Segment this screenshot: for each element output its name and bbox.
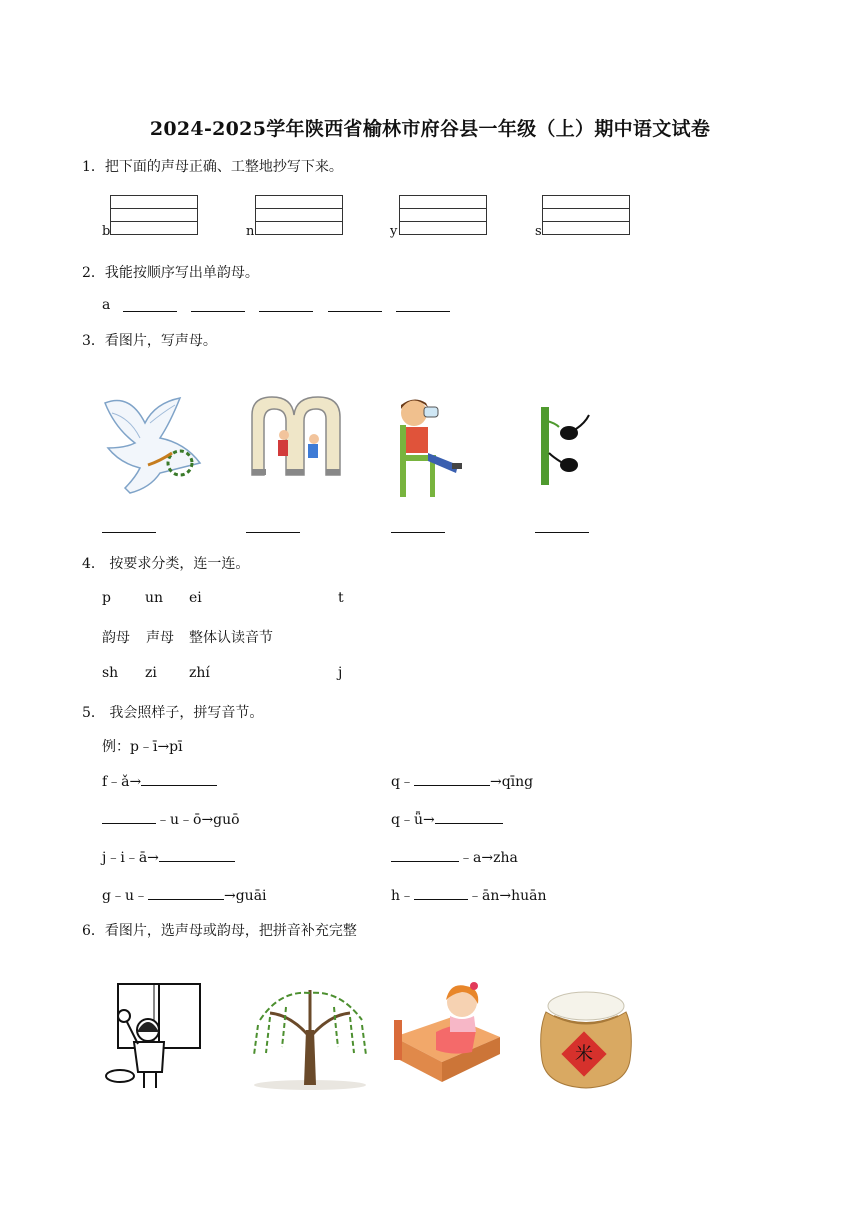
example-line: 例：p﹣ī→pī [102, 739, 183, 755]
question-4: 4． 按要求分类，连一连。 [82, 556, 250, 572]
category-finals[interactable]: 韵母 [102, 630, 130, 646]
letter-s: s [535, 224, 542, 239]
category-initials[interactable]: 声母 [146, 630, 174, 646]
initial-blank-3[interactable] [391, 518, 445, 533]
rice-bag-icon [536, 990, 636, 1090]
question-3: 3．看图片，写声母。 [82, 333, 217, 349]
tadpole-icon [537, 407, 592, 487]
vowel-blank-4[interactable] [328, 297, 382, 312]
syllable-ei[interactable]: ei [189, 590, 202, 606]
writing-grid-b[interactable] [110, 195, 198, 235]
spell-blank-8[interactable] [414, 885, 468, 900]
letter-n: n [246, 224, 255, 239]
vowel-blank-1[interactable] [123, 297, 177, 312]
question-5: 5． 我会照样子，拼写音节。 [82, 705, 264, 721]
spell-blank-4[interactable] [435, 809, 503, 824]
spell-item-7: g﹣u﹣ →guāi [102, 885, 267, 905]
spell-blank-1[interactable] [141, 771, 217, 786]
letter-y: y [390, 224, 398, 239]
initial-blank-1[interactable] [102, 518, 156, 533]
writing-grid-n[interactable] [255, 195, 343, 235]
window-wiping-icon [104, 982, 204, 1090]
spell-item-8: h﹣ ﹣ān→huān [391, 885, 547, 905]
spell-item-3: ﹣u﹣ō→guō [102, 809, 240, 829]
spell-blank-6[interactable] [391, 847, 459, 862]
syllable-sh[interactable]: sh [102, 665, 119, 681]
vowel-blank-3[interactable] [259, 297, 313, 312]
dove-icon [100, 393, 202, 503]
initial-blank-4[interactable] [535, 518, 589, 533]
syllable-zi[interactable]: zi [145, 665, 157, 681]
syllable-p[interactable]: p [102, 590, 111, 606]
spell-blank-2[interactable] [414, 771, 490, 786]
spell-blank-7[interactable] [148, 885, 224, 900]
initial-blank-2[interactable] [246, 518, 300, 533]
girl-bed-icon [392, 982, 502, 1092]
syllable-un[interactable]: un [145, 590, 164, 606]
boy-drinking-icon [392, 395, 467, 501]
spell-blank-5[interactable] [159, 847, 235, 862]
willow-tree-icon [250, 985, 370, 1090]
letter-b: b [102, 224, 111, 239]
question-2: 2．我能按顺序写出单韵母。 [82, 265, 259, 281]
spell-item-4: q﹣ǖ→ [391, 809, 503, 829]
arch-icon [248, 395, 343, 477]
writing-grid-y[interactable] [399, 195, 487, 235]
vowel-a: a [102, 297, 111, 313]
spell-item-2: q﹣ →qīng [391, 771, 533, 791]
syllable-j[interactable]: j [338, 665, 343, 681]
writing-grid-s[interactable] [542, 195, 630, 235]
question-6: 6．看图片，选声母或韵母，把拼音补充完整 [82, 923, 357, 939]
spell-blank-3[interactable] [102, 809, 156, 824]
spell-item-1: f﹣ǎ→ [102, 771, 217, 791]
question-1: 1．把下面的声母正确、工整地抄写下来。 [82, 159, 343, 175]
spell-item-6: ﹣a→zha [391, 847, 518, 867]
category-whole-syllables[interactable]: 整体认读音节 [189, 630, 273, 646]
spell-item-5: j﹣i﹣ā→ [102, 847, 235, 867]
syllable-zhi[interactable]: zhí [189, 665, 210, 681]
rice-label: 米 [575, 1044, 593, 1065]
vowel-blank-5[interactable] [396, 297, 450, 312]
page-title: 2024-2025学年陕西省榆林市府谷县一年级（上）期中语文试卷 [149, 118, 711, 140]
vowel-blank-2[interactable] [191, 297, 245, 312]
syllable-t[interactable]: t [338, 590, 344, 606]
